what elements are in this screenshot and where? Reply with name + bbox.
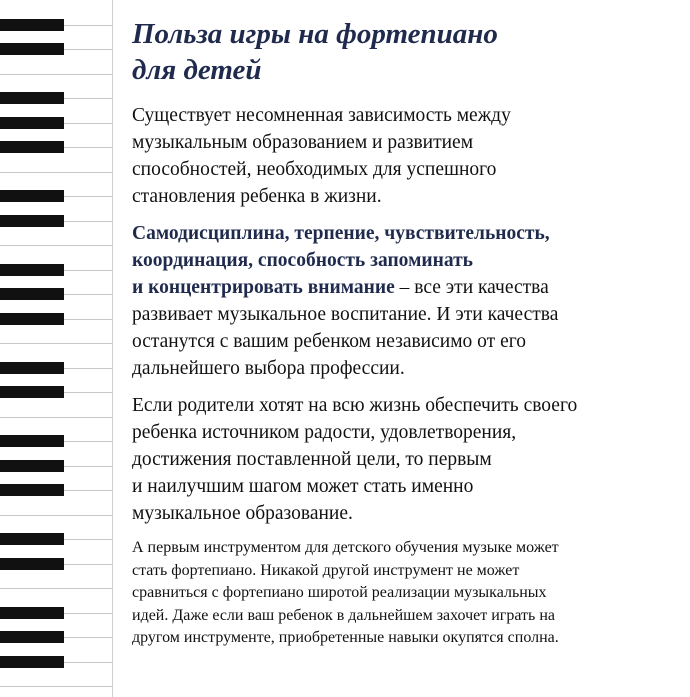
- black-key: [0, 362, 64, 374]
- text-fragment: – все эти качества: [394, 277, 549, 298]
- text-line: стать фортепиано. Никакой другой инструмент не может: [132, 561, 520, 579]
- black-key: [0, 264, 64, 276]
- text-line: становления ребенка в жизни.: [132, 186, 382, 207]
- highlight-line: координация, способность запоминать: [132, 250, 473, 271]
- black-key: [0, 484, 64, 496]
- text-line: сравниться с фортепиано широтой реализации музыкальных: [132, 584, 547, 601]
- white-key-divider: [0, 245, 112, 246]
- white-key-divider: [0, 74, 112, 75]
- article: [132, 16, 672, 650]
- black-key: [0, 43, 64, 55]
- black-key: [0, 435, 64, 447]
- page-title: [132, 16, 672, 88]
- black-key: [0, 92, 64, 104]
- white-key-divider: [0, 417, 112, 418]
- title-line-1: Польза игры на фортепиано: [132, 18, 498, 50]
- text-line: Существует несомненная зависимость между: [132, 105, 511, 126]
- text-line: другом инструменте, приобретенные навыки окупятся сполна.: [132, 629, 559, 646]
- highlight-text: и концентрировать внимание: [132, 277, 395, 298]
- black-key: [0, 558, 64, 570]
- text-line: останутся с вашим ребенком независимо от его: [132, 331, 526, 352]
- black-key: [0, 460, 64, 472]
- title-line-2: для детей: [132, 54, 262, 86]
- black-key: [0, 313, 64, 325]
- text-line: А первым инструментом для детского обучения музыке может: [132, 539, 559, 556]
- text-line: Если родители хотят на всю жизнь обеспечить своего: [132, 395, 578, 416]
- paragraph-instrument: [132, 537, 672, 650]
- paragraph-intro: [132, 102, 672, 210]
- highlight-line: Самодисциплина, терпение, чувствительность,: [132, 223, 550, 244]
- text-line: идей. Даже если ваш ребенок в дальнейшем захочет играть на: [132, 606, 556, 624]
- black-key: [0, 386, 64, 398]
- black-key: [0, 141, 64, 153]
- black-key: [0, 117, 64, 129]
- black-key: [0, 215, 64, 227]
- paragraph-qualities: [132, 220, 672, 382]
- text-line: способностей, необходимых для успешного: [132, 159, 497, 180]
- piano-keyboard-decoration: [0, 0, 113, 697]
- black-key: [0, 607, 64, 619]
- mixed-line: [132, 274, 672, 301]
- text-line: музыкальное образование.: [132, 503, 353, 524]
- white-key-divider: [0, 686, 112, 687]
- black-key: [0, 656, 64, 668]
- paragraph-parents: [132, 392, 672, 527]
- text-line: музыкальным образованием и развитием: [132, 132, 474, 153]
- white-key-divider: [0, 515, 112, 516]
- white-key-divider: [0, 172, 112, 173]
- text-line: и наилучшим шагом может стать именно: [132, 476, 474, 497]
- white-key-divider: [0, 343, 112, 344]
- text-line: дальнейшего выбора профессии.: [132, 358, 405, 379]
- black-key: [0, 533, 64, 545]
- black-key: [0, 288, 64, 300]
- black-key: [0, 190, 64, 202]
- white-key-divider: [0, 588, 112, 589]
- text-line: достижения поставленной цели, то первым: [132, 449, 492, 470]
- black-key: [0, 19, 64, 31]
- black-key: [0, 631, 64, 643]
- text-line: развивает музыкальное воспитание. И эти качества: [132, 304, 559, 325]
- text-line: ребенка источником радости, удовлетворения,: [132, 422, 517, 443]
